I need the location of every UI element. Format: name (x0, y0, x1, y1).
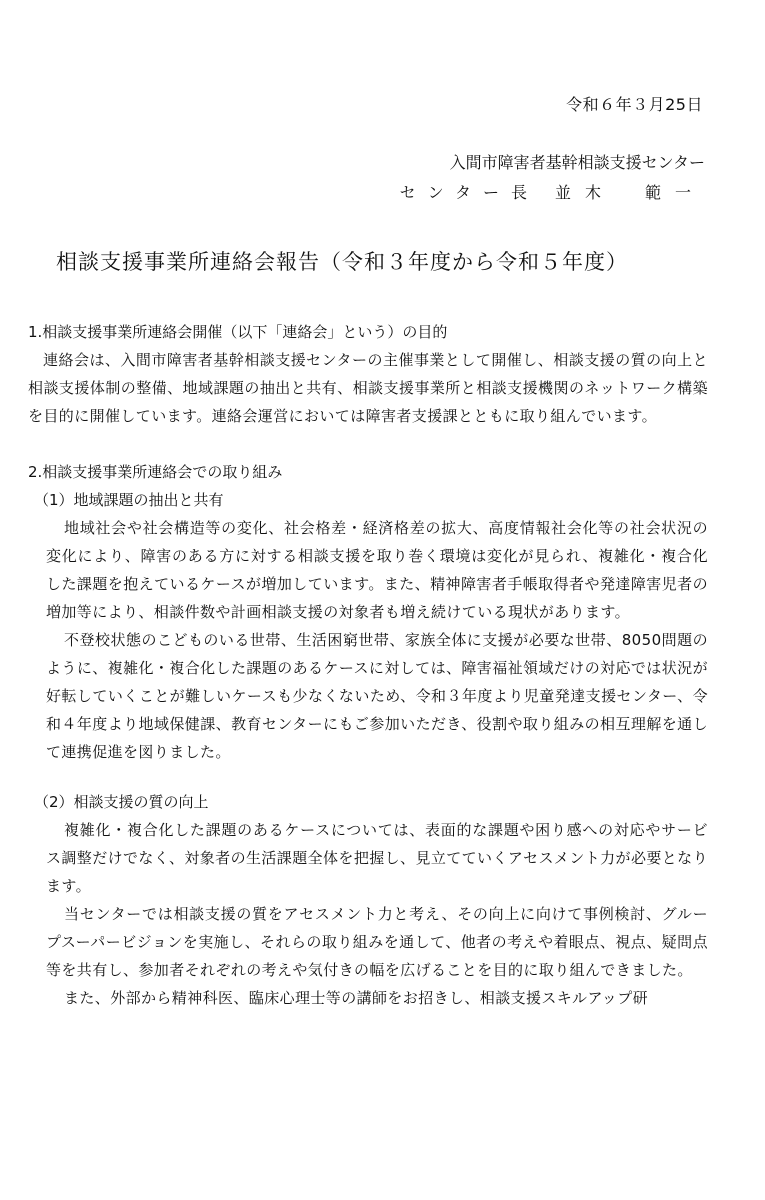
document-body (28, 318, 708, 1012)
subsection-1-heading: （1）地域課題の抽出と共有 (34, 491, 224, 509)
author-name: 並木 範一 (554, 183, 705, 202)
section-2-heading: 2.相談支援事業所連絡会での取り組み (28, 463, 283, 481)
subsection-2-heading: （2）相談支援の質の向上 (34, 793, 209, 811)
subsection-1-paragraph: 地域社会や社会構造等の変化、社会格差・経済格差の拡大、高度情報社会化等の社会状況の変化により、障害のある方に対する相談支援を取り巻く環境は変化が見られ、複雑化・複合化した課題を抱えているケースが増加しています。また、精神障害者手帳取得者や発達障害児者の増加等により、相談件数や計画相談支援の対象者も増え続けている現状があります。 (46, 519, 708, 621)
document-date: 令和６年３月25日 (566, 95, 703, 114)
subsection-2-paragraph: また、外部から精神科医、臨床心理士等の講師をお招きし、相談支援スキルアップ研 (64, 989, 649, 1007)
author-role: センター長 (399, 183, 539, 202)
section-1-paragraph: 連絡会は、入間市障害者基幹相談支援センターの主催事業として開催し、相談支援の質の向上と相談支援体制の整備、地域課題の抽出と共有、相談支援事業所と相談支援機関のネットワーク構築を目的に開催しています。連絡会運営においては障害者支援課とともに取り組んでいます。 (28, 351, 708, 425)
document-title: 相談支援事業所連絡会報告（令和３年度から令和５年度） (56, 250, 628, 274)
section-1-heading: 1.相談支援事業所連絡会開催（以下「連絡会」という）の目的 (28, 323, 448, 341)
subsection-2-paragraph: 当センターでは相談支援の質をアセスメント力と考え、その向上に向けて事例検討、グループスーパービジョンを実施し、それらの取り組みを通して、他者の考えや着眼点、視点、疑問点等を共有し、参加者それぞれの考えや気付きの幅を広げることを目的に取り組んできました。 (46, 905, 708, 979)
subsection-2-paragraph: 複雑化・複合化した課題のあるケースについては、表面的な課題や困り感への対応やサービス調整だけでなく、対象者の生活課題全体を把握し、見立てていくアセスメント力が必要となります。 (46, 821, 708, 895)
author-line (400, 180, 705, 203)
subsection-1-paragraph: 不登校状態のこどものいる世帯、生活困窮世帯、家族全体に支援が必要な世帯、8050問題のように、複雑化・複合化した課題のあるケースに対しては、障害福祉領域だけの対応では状況が好転していくことが難しいケースも少なくないため、令和３年度より児童発達支援センター、令和４年度より地域保健課、教育センターにもご参加いただき、役割や取り組みの相互理解を通して連携促進を図りました。 (46, 631, 708, 761)
organization-name: 入間市障害者基幹相談支援センター (449, 153, 705, 172)
spacer (28, 766, 708, 788)
spacer (28, 430, 708, 458)
